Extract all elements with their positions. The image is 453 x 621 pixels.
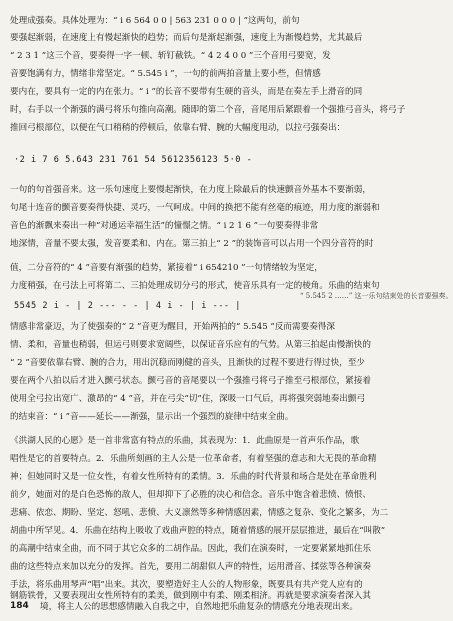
text-line: 音要饱满有力，情绪非常坚定。“ 5.545 i ”，一句的前两拍音量上要小些，但情感: [10, 69, 321, 79]
text-line: 一句的句首强音来。这一乐句速度上要慢起渐快，在力度上除最后的快速颤音外基本不要渐弱，: [10, 185, 371, 195]
text-line: 曲的这些特点来加以充分的发挥。首先，要用二胡甜似人声的特性，运用滑音、揉弦等各种演奏: [10, 562, 371, 572]
text-line: “ 2 3 1 ”这三个音，要奏得一字一顿、斩钉截铁。“ 4 2 4 0 0 ”三个音用弓要宽，发: [10, 51, 331, 61]
text-line: 要在两个八拍以后才进入颤弓状态。颤弓音的音尾要以一个强推弓将弓子推至弓根部位，紧接着: [10, 376, 371, 386]
text-line: 情、柔和，音量也稍弱，但运弓则要求宽阔些，以保证音乐应有的气势。从第三拍起由慢渐快的: [10, 340, 371, 350]
text-line: 要内在，要具有一定的内在张力。“ i ”的长音不要带有生硬的音头，而是在奏左手上滑音的同: [10, 87, 363, 97]
text-line: 悲痛、依恋、期盼、坚定、怒吼、悲愤、大义凛然等多种情感因素，情感之复杂、变化之繁多，为二: [10, 508, 389, 518]
text-line: “ 2 ”音要依靠右臂、腕的合力，用出沉稳而刚健的音头，且渐快的过程不要进行得过快，至少: [10, 358, 365, 368]
text-line: 音色的渐飘来奏出一种“对通运幸福生活”的憧憬之情。“ i 2 1 6 ”一句要奏得非常: [10, 221, 319, 231]
text-line: 处理成强奏。具体处理为：“ i 6 564 0 0 | 563 231 0 0 0 | ”这两句，前句: [10, 16, 300, 26]
text-line: 手法，将乐曲用琴声“唱”出来。其次，要塑造好主人公的人物形象，既要具有共产党人应有的: [10, 580, 363, 590]
page-number: 184: [10, 601, 29, 611]
text-line: 《洪湖人民的心愿》是一首非常富有特点的乐曲，其表现为：1．此曲原是一首声乐作品，歌: [10, 436, 360, 446]
text-line: 地深情，音量不要太强，发音要柔和、内在。第三拍上“ 2 ”的装饰音可以占用一个四分音符的时: [10, 239, 374, 249]
text-line: 情感非常豪迈，为了使强奏的“ 2 ”音更为醒目，开始两拍的“ 5.545 ”反而需要奏得深: [10, 322, 335, 332]
text-line: 值，二分音符的“ 4 ”音要有渐强的趋势，紧接着“ i 654210 ”一句情绪较为坚定，: [10, 263, 323, 273]
text-line: 唱性是它的首要特点。2．乐曲所刻画的主人公是一位革命者，有着坚强的意志和大无畏的革命精: [10, 454, 377, 464]
text-line: 推回弓根部位，以便在气口稍稍的停顿后，依靠右臂、腕的大幅度甩动，以拉弓强奏出：: [10, 123, 346, 133]
text-line: 力度稍强，在弓法上可将第二、三拍处理成切分弓的形式，使音乐具有一定的棱角。乐曲的结束句: [10, 281, 380, 291]
text-line: 要强起渐弱，在速度上有慢起渐快的趋势；而后句是渐起渐强，速度上为渐慢趋势，尤其最后: [10, 33, 363, 43]
text-line: 境，将主人公的思想感情融入自我之中，自然地把乐曲复杂的情感充分地表现出来。: [40, 602, 358, 612]
text-line: 前夕，她面对的是白色恐怖的敌人，但却抑下了必胜的决心和信念。音乐中饱含着悲愤、愤恨、: [10, 490, 371, 500]
text-line: 胡曲中所罕见。4．乐曲在结构上吸收了戏曲声腔的特点，随着情感的展开层层推进，最后在“叫散”: [10, 526, 386, 536]
text-line: “ 5.545 2 ……” 这一乐句结束处的长音要强奏。: [300, 292, 453, 300]
text-line: 的结束音：“ i ”音——延长——渐强，显示出一个强烈的旋律中结束全曲。: [10, 412, 294, 422]
text-line: 时，右手以一个渐强的满弓将乐句推向高潮。随即的第二个音，音尾用后紧跟着一个强推弓音头，将弓子: [10, 105, 406, 115]
score-line: ·2 i 7 6 5.643 231 761 54 5612356123 5·0 -: [14, 155, 253, 165]
text-line: 钢筋铁骨，又要表现出女性所特有的柔美，做到刚中有柔、刚柔相济。再就是要求演奏者深入其: [10, 591, 371, 601]
text-line: 使用全弓拉出宽广、激昂的“ 4 ”音，并在弓尖“切”住，深吸一口气后，再将强突弱地奏出颤弓: [10, 394, 366, 404]
text-line: 句尾十连音的颤音要奏得快捷、灵巧，一气呵成。中间的换把不能有丝毫的痕迹，用力度的渐弱和: [10, 203, 380, 213]
score-line: 5545 2 i - | 2 --- - - | 4 i - | i --- |: [14, 301, 241, 311]
text-line: 神；但她同时又是一位女性，有着女性所特有的柔情。3．乐曲的时代背景和场合是处在革命胜利: [10, 472, 377, 482]
text-line: 的高潮中结束全曲，而不同于其它众多的二胡作品。因此，我们在演奏时，一定要紧紧地抓住乐: [10, 544, 371, 554]
